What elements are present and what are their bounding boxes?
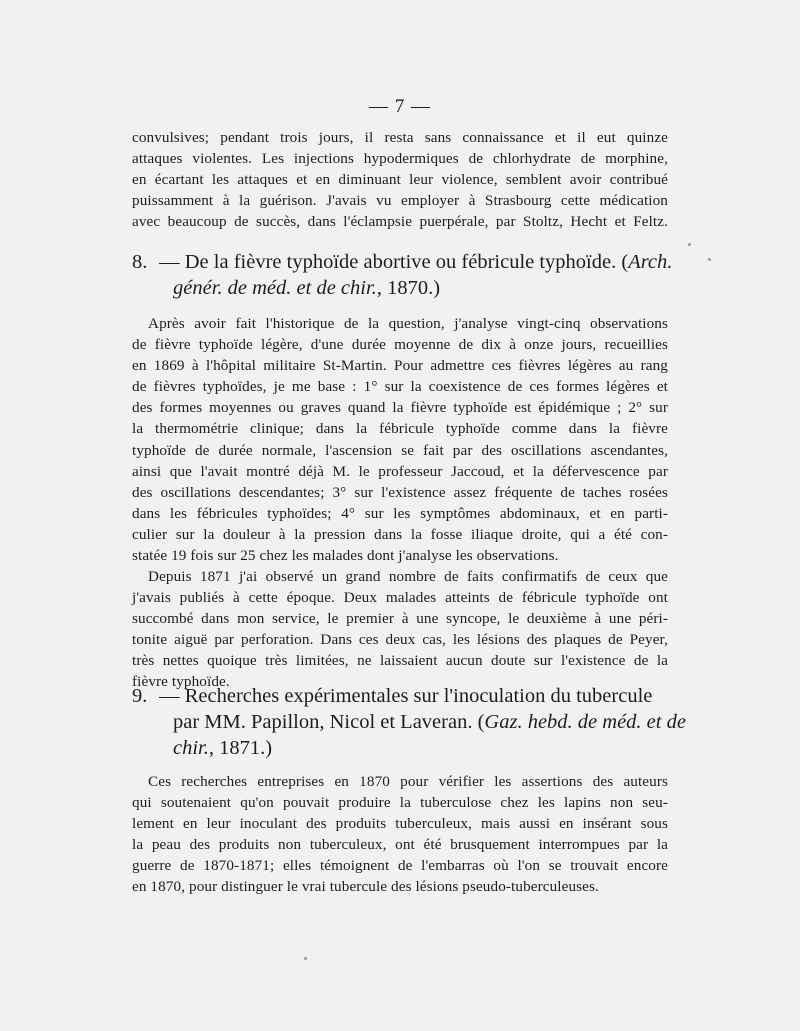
citation-year: , 1871.) bbox=[208, 737, 273, 759]
text-line: des oscillations descendantes; 3° sur l'existence assez fréquente de taches rosées bbox=[132, 483, 668, 501]
text-line: convulsives; pendant trois jours, il resta sans connaissance et il eut quinze bbox=[132, 129, 668, 146]
text-line: Ces recherches entreprises en 1870 pour vérifier les assertions des auteurs bbox=[148, 773, 668, 790]
text-line: en 1870, pour distinguer le vrai tubercule des lésions pseudo-tuberculeuses. bbox=[132, 878, 599, 896]
text-line: typhoïde de durée normale, l'ascension se fait par des oscillations ascendantes, bbox=[132, 441, 668, 459]
section-title: — De la fièvre typhoïde abortive ou fébricule typhoïde. ( bbox=[159, 251, 629, 273]
text-line: de fièvres typhoïdes, je me base : 1° sur la coexistence de ces formes légères et bbox=[132, 378, 668, 396]
text-line: succombé dans mon service, le premier à une syncope, le deuxième à une péri- bbox=[132, 610, 668, 628]
section-9-heading bbox=[132, 683, 686, 761]
text-line: Après avoir fait l'historique de la question, j'analyse vingt-cinq observations bbox=[148, 315, 668, 332]
text-line: de fièvre typhoïde légère, d'une durée moyenne de dix à onze jours, recueillies bbox=[132, 336, 668, 354]
intro-paragraph bbox=[132, 127, 668, 232]
text-line: dans les fébricules typhoïdes; 4° sur les symptômes abdominaux, et en parti- bbox=[132, 504, 668, 522]
text-line: puissamment à la guérison. J'avais vu employer à Strasbourg cette médication bbox=[132, 192, 668, 210]
scan-speck bbox=[708, 258, 711, 261]
text-line: des formes moyennes ou graves quand la fièvre typhoïde est épidémique ; 2° sur bbox=[132, 399, 668, 417]
section-8-heading bbox=[132, 249, 672, 301]
section-title: par MM. Papillon, Nicol et Laveran. ( bbox=[173, 711, 485, 733]
text-line: lement en leur inoculant des produits tuberculeux, mais aussi en insérant sous bbox=[132, 815, 668, 833]
text-line: tonite aiguë par perforation. Dans ces deux cas, les lésions des plaques de Peyer, bbox=[132, 631, 668, 649]
text-line: attaques violentes. Les injections hypodermiques de chlorhydrate de morphine, bbox=[132, 150, 668, 168]
text-line: la thermométrie clinique; dans la fébricule typhoïde comme dans la fièvre bbox=[132, 420, 668, 438]
section-title: — Recherches expérimentales sur l'inoculation du tubercule bbox=[159, 685, 653, 707]
text-line: j'avais publiés à cette époque. Deux malades atteints de fébricule typhoïde ont bbox=[132, 589, 668, 607]
section-8-paragraph-2 bbox=[132, 566, 668, 693]
text-line: culier sur la douleur à la pression dans la fosse iliaque droite, qui a été con- bbox=[132, 525, 668, 543]
text-line: la peau des produits non tuberculeux, ont été brusquement interrompues par la bbox=[132, 836, 668, 854]
section-number: 8. bbox=[132, 251, 148, 273]
text-line: fièvre typhoïde. bbox=[132, 673, 230, 691]
section-number: 9. bbox=[132, 685, 148, 707]
citation-journal: Gaz. hebd. de méd. et de bbox=[484, 711, 686, 733]
section-8-paragraph-1 bbox=[132, 313, 668, 566]
citation-year: , 1870.) bbox=[376, 277, 441, 299]
text-line: statée 19 fois sur 25 chez les malades dont j'analyse les observations. bbox=[132, 547, 559, 565]
scan-speck bbox=[688, 243, 691, 246]
section-9-paragraph bbox=[132, 771, 668, 898]
text-line: en écartant les attaques et en diminuant leur violence, semblent avoir contribué bbox=[132, 171, 668, 189]
citation-journal: génér. de méd. et de chir. bbox=[173, 277, 377, 299]
page-number: — 7 — bbox=[369, 96, 431, 117]
text-line: Depuis 1871 j'ai observé un grand nombre de faits confirmatifs de ceux que bbox=[148, 568, 668, 585]
text-line: qui soutenaient qu'on pouvait produire la tuberculose chez les lapins non seu- bbox=[132, 794, 668, 812]
citation-journal: chir. bbox=[173, 737, 209, 759]
text-line: en 1869 à l'hôpital militaire St-Martin. Pour admettre ces fièvres légères au rang bbox=[132, 357, 668, 375]
text-line: avec beaucoup de succès, dans l'éclampsie puerpérale, par Stoltz, Hecht et Feltz. bbox=[132, 213, 668, 231]
citation-journal: Arch. bbox=[628, 251, 673, 273]
text-line: guerre de 1870-1871; elles témoignent de l'embarras où l'on se trouvait encore bbox=[132, 857, 668, 875]
scan-speck bbox=[304, 957, 307, 960]
text-line: très nettes quoique très limitées, ne laissaient aucun doute sur l'existence de la bbox=[132, 652, 668, 670]
text-line: ainsi que l'avait montré déjà M. le professeur Jaccoud, et la défervescence par bbox=[132, 462, 668, 480]
